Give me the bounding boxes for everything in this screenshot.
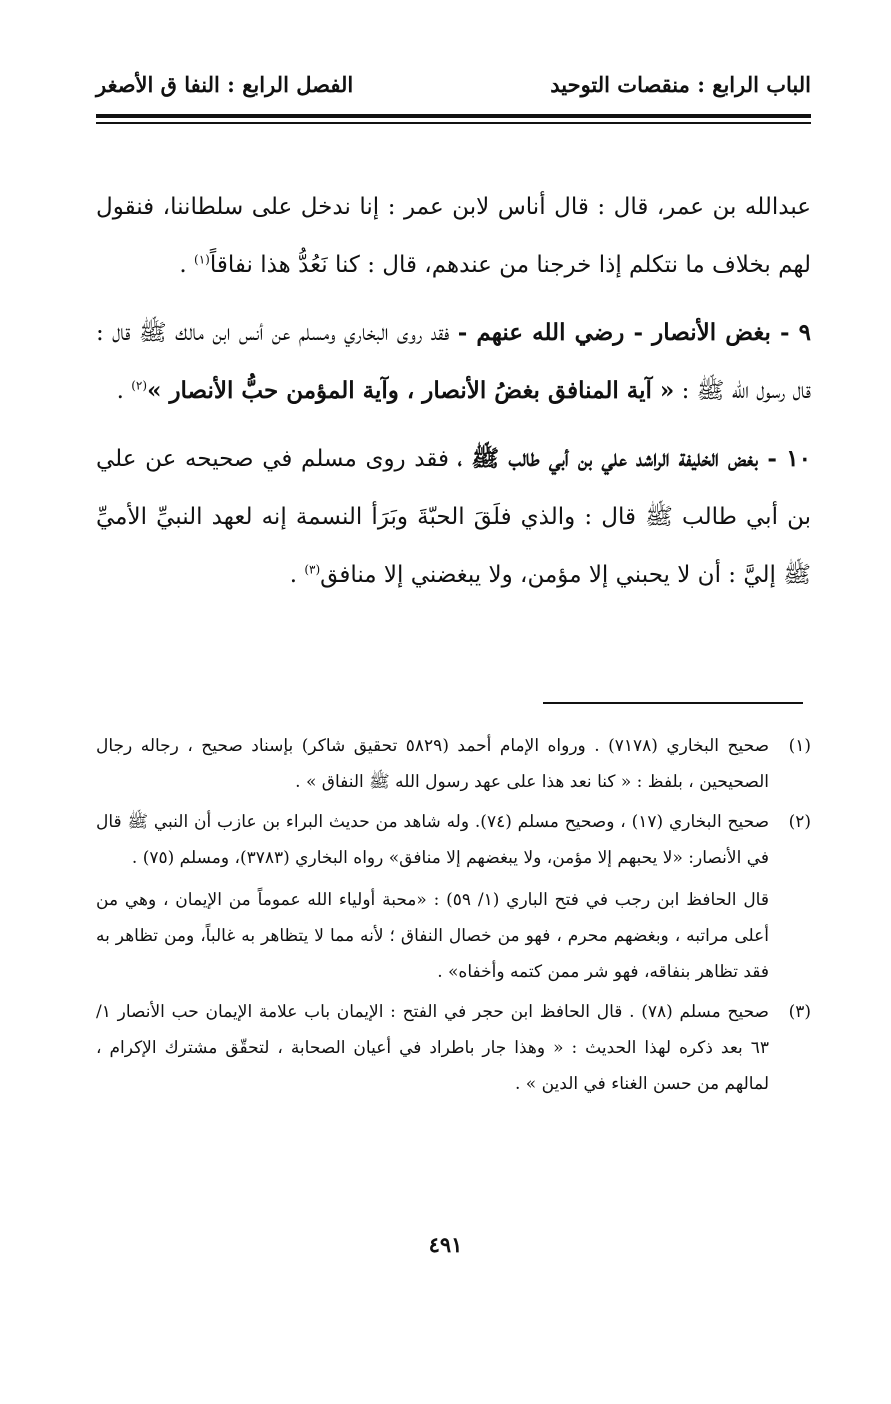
page-number: ٤٩١: [428, 1232, 463, 1257]
paragraph-1: [96, 178, 811, 294]
footnote-ref-1: (١): [194, 252, 210, 267]
footnote-3-number: (٣): [788, 1002, 811, 1022]
paragraph-3-heading: ١٠ - بغض الخليفة الراشد علي بن أبي طالب ﷺ ،: [457, 445, 811, 472]
footnote-2-quote: قال الحافظ ابن رجب في فتح الباري (١/ ٥٩) : «محبة أولياء الله عموماً من الإيمان ، وهي من أعلى مراتبه ، وبغضهم محرم ، فهو من خصال النفاق ؛ لأنه مما لا يتظاهر به غالباً، ومن تظاهر به فقد تظاهر بنفاقه، فهو شر ممن كتمه وأخفاه» .: [96, 890, 769, 982]
paragraph-2-quote: « آية المنافق بغضُ الأنصار ، وآية المؤمن حبُّ الأنصار »: [147, 377, 675, 404]
header-rule-thin: [96, 122, 811, 124]
footnote-separator: [543, 702, 803, 704]
header-chapter-title: الباب الرابع : منقصات التوحيد: [550, 72, 811, 97]
footnote-3-text: صحيح مسلم (٧٨) . قال الحافظ ابن حجر في الفتح : الإيمان باب علامة الإيمان حب الأنصار ١/ ٦٣ بعد ذكره لهذا الحديث : « وهذا جار باطراد في أعيان الصحابة ، لتحقّق مشترك الإكرام ، لمالهم من حسن الغناء في الدين » .: [96, 1002, 769, 1094]
footnote-ref-3: (٣): [304, 562, 321, 577]
paragraph-2-text: فقد روى البخاري ومسلم عن أنس ابن مالك ﷺ قال : قال رسول الله ﷺ :: [96, 320, 811, 404]
footnote-ref-2: (٢): [131, 378, 148, 393]
paragraph-3-text: فقد روى مسلم في صحيحه عن علي بن أبي طالب ﷺ قال : والذي فلَقَ الحبّةَ وبَرَأ النسمة إنه لعهد النبيِّ الأميِّ ﷺ إليَّ : أن لا يحبني إلا مؤمن، ولا يبغضني إلا منافق: [96, 446, 811, 588]
paragraph-2-end: .: [116, 378, 132, 404]
footnote-2-number: (٢): [788, 812, 811, 832]
footnote-2-text: صحيح البخاري (١٧) ، وصحيح مسلم (٧٤). وله شاهد من حديث البراء بن عازب أن النبي ﷺ قال في الأنصار: «لا يحبهم إلا مؤمن، ولا يبغضهم إلا منافق» رواه البخاري (٣٧٨٣)، ومسلم (٧٥) .: [96, 812, 770, 868]
footnote-2: [96, 804, 811, 990]
paragraph-1-end: .: [179, 252, 195, 278]
header-rule-thick: [96, 114, 811, 118]
running-header: [96, 66, 811, 110]
paragraph-3-end: .: [289, 562, 305, 588]
header-section-title: الفصل الرابع : النفا ق الأصغر: [96, 72, 354, 97]
footnote-1-text: صحيح البخاري (٧١٧٨) . ورواه الإمام أحمد (٥٨٢٩ تحقيق شاكر) بإسناد صحيح ، رجاله رجال الصحيحين ، بلفظ : « كنا نعد هذا على عهد رسول الله ﷺ النفاق » .: [96, 736, 769, 792]
paragraph-2: [96, 304, 811, 420]
paragraph-2-heading: ٩ - بغض الأنصار - رضي الله عنهم -: [457, 319, 812, 346]
main-text: [96, 178, 811, 604]
footnote-1: [96, 728, 811, 800]
footnotes: [96, 728, 811, 1102]
paragraph-3: [96, 430, 811, 604]
paragraph-1-text: عبدالله بن عمر، قال : قال أناس لابن عمر : إنا ندخل على سلطاننا، فنقول لهم بخلاف ما نتكلم إذا خرجنا من عندهم، قال : كنا نَعُدُّ هذا نفاقاً: [96, 194, 811, 278]
footnote-1-number: (١): [788, 736, 811, 756]
footnote-3: [96, 994, 811, 1102]
